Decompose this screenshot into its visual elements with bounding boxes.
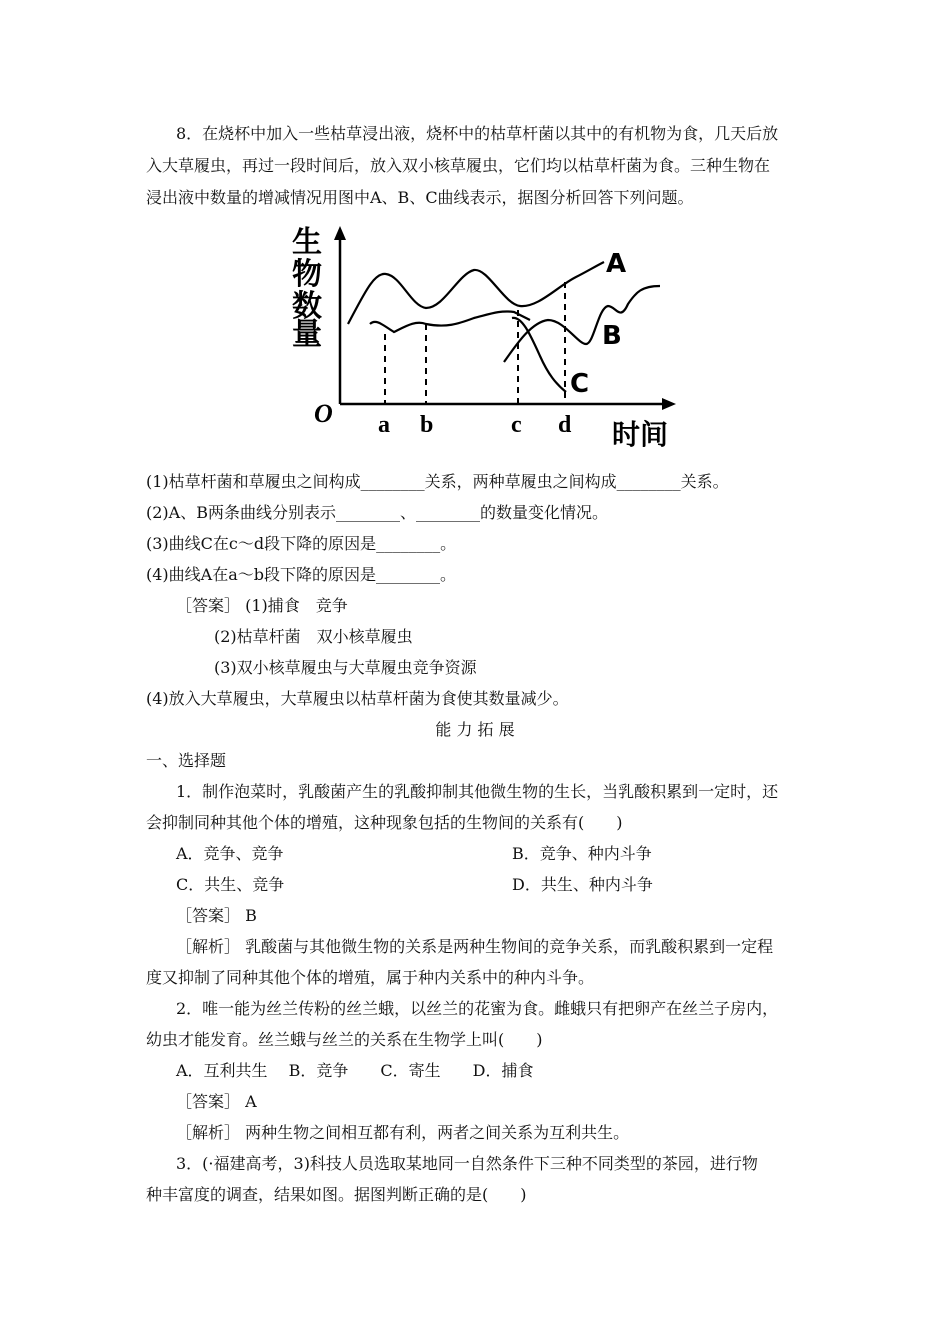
q8-answer-3: (3)双小核草履虫与大草履虫竞争资源	[214, 658, 477, 677]
q3-stem-line-1: 3．(·福建高考，3)科技人员选取某地同一自然条件下三种不同类型的茶园，进行物	[176, 1154, 758, 1173]
x-axis-arrow	[662, 398, 676, 410]
origin-label: O	[314, 399, 333, 428]
ylabel-char-1: 生	[292, 225, 322, 260]
q2-options: A．互利共生 B．竞争 C．寄生 D．捕食	[176, 1061, 534, 1080]
ylabel-char-3: 数	[292, 289, 322, 324]
ylabel-char-4: 量	[292, 317, 322, 352]
q2-stem-line-1: 2．唯一能为丝兰传粉的丝兰蛾，以丝兰的花蜜为食。雌蛾只有把卵产在丝兰子房内，	[176, 999, 779, 1018]
q1-option-b: B．竞争、种内斗争	[512, 844, 652, 863]
y-axis-arrow	[334, 226, 346, 240]
tick-c: c	[511, 412, 522, 438]
q1-stem-line-2: 会抑制同种其他个体的增殖，这种现象包括的生物间的关系有( )	[146, 813, 623, 832]
curve-label-b: B	[602, 321, 622, 351]
q3-stem-line-2: 种丰富度的调查，结果如图。据图判断正确的是( )	[146, 1185, 527, 1204]
q1-analysis-line-2: 度又抑制了同种其他个体的增殖，属于种内关系中的种内斗争。	[146, 968, 595, 987]
q2-stem-line-2: 幼虫才能发育。丝兰蛾与丝兰的关系在生物学上叫( )	[146, 1030, 543, 1049]
q2-analysis: ［解析］ 两种生物之间相互都有利，两者之间关系为互利共生。	[176, 1123, 630, 1142]
tick-a: a	[378, 412, 390, 438]
q1-answer: ［答案］ B	[176, 906, 257, 925]
q1-option-d: D．共生、种内斗争	[512, 875, 653, 894]
q1-analysis-line-1: ［解析］ 乳酸菌与其他微生物的关系是两种生物间的竞争关系，而乳酸积累到一定程	[176, 937, 774, 956]
q8-stem-line-2: 入大草履虫，再过一段时间后，放入双小核草履虫，它们均以枯草杆菌为食。三种生物在	[146, 156, 771, 175]
population-curve-figure	[286, 222, 686, 450]
curve-label-a: A	[606, 249, 627, 279]
q8-sub-1: (1)枯草杆菌和草履虫之间构成________关系，两种草履虫之间构成________关系。	[146, 472, 729, 491]
q1-option-c: C．共生、竞争	[176, 875, 285, 894]
q8-sub-4: (4)曲线A在a～b段下降的原因是________。	[146, 565, 457, 584]
section-title: 能 力 拓 展	[435, 720, 515, 739]
q8-sub-3: (3)曲线C在c～d段下降的原因是________。	[146, 534, 457, 553]
q1-option-a: A．竞争、竞争	[176, 844, 284, 863]
q8-answer-4: (4)放入大草履虫，大草履虫以枯草杆菌为食使其数量减少。	[146, 689, 569, 708]
q1-stem-line-1: 1．制作泡菜时，乳酸菌产生的乳酸抑制其他微生物的生长，当乳酸积累到一定时，还	[176, 782, 779, 801]
xlabel: 时间	[612, 418, 669, 450]
q8-sub-2: (2)A、B两条曲线分别表示________、________的数量变化情况。	[146, 503, 608, 522]
q8-answer-2: (2)枯草杆菌 双小核草履虫	[214, 627, 413, 646]
q8-stem-line-3: 浸出液中数量的增减情况用图中A、B、C曲线表示，据图分析回答下列问题。	[146, 188, 694, 207]
curve-label-c: C	[570, 369, 590, 399]
tick-b: b	[420, 412, 434, 438]
q8-stem-line-1: 8．在烧杯中加入一些枯草浸出液，烧杯中的枯草杆菌以其中的有机物为食，几天后放	[176, 124, 779, 143]
tick-d: d	[558, 412, 572, 438]
ylabel-char-2: 物	[292, 257, 322, 292]
q8-answer-1: ［答案］ (1)捕食 竞争	[176, 596, 348, 615]
curve-c	[512, 318, 566, 392]
q2-answer: ［答案］ A	[176, 1092, 257, 1111]
part-title: 一、选择题	[146, 751, 227, 770]
